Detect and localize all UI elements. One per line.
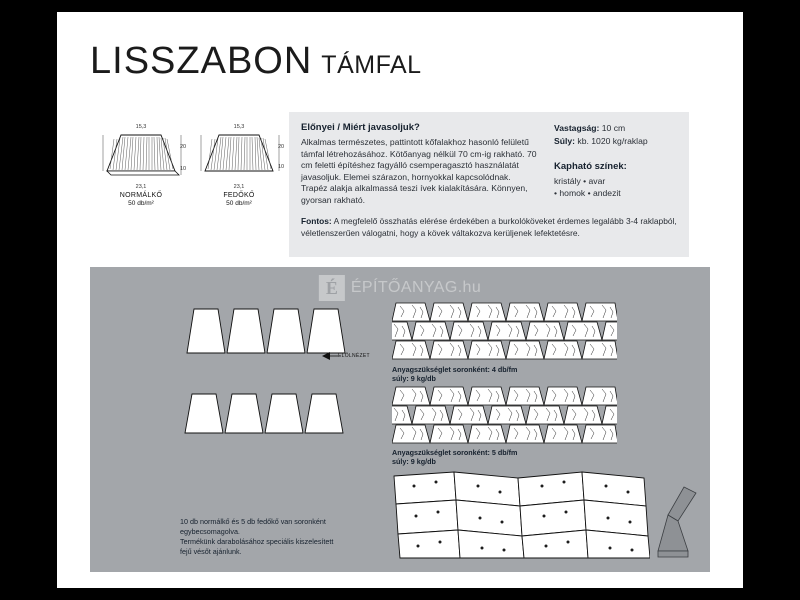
drawing-cover-stone	[193, 124, 285, 207]
document-sheet	[57, 12, 743, 588]
row2-material-line1: Anyagszükséglet soronként: 5 db/fm	[392, 448, 518, 457]
cover-caption: FEDŐKŐ	[223, 192, 255, 199]
packaging-note-line-2: egybecsomagolva.	[180, 527, 240, 536]
benefits-text: Alkalmas természetes, pattintott kőfalakhoz hasonló felületű támfal létrehozásához. Kötőanyag nélkül 70 cm-ig rakható. 70 cm feletti építéshez fagyálló csemperagasztó használatát javasoljuk. Elemei szárazon, hornyokkal kapcsolódnak. Trapéz alakja alkalmassá teszi ívek kialakítására. Könnyen, gyorsan rakható.	[301, 137, 537, 205]
packaging-note-line-1: 10 db normálkő és 5 db fedőkő van soronként	[180, 517, 326, 526]
cover-density: 50 db/m²	[226, 200, 252, 207]
normal-stone-figure	[95, 131, 187, 183]
cover-bottom-width: 23,1	[233, 184, 245, 190]
watermark-text: ÉPÍTŐANYAG.hu	[350, 279, 482, 296]
spec-weight-value: kb. 1020 kg/raklap	[577, 135, 648, 146]
packaging-note-line-4: fejű vésőt ajánlunk.	[180, 547, 242, 556]
colors-heading: Kapható színek:	[554, 161, 627, 172]
normal-depth-dim: 10	[180, 166, 187, 172]
normal-height-dim: 20	[180, 144, 187, 150]
cover-height-dim: 20	[278, 144, 285, 150]
important-label: Fontos:	[301, 216, 332, 226]
drawing-normal-stone	[95, 124, 187, 207]
row1-material-line1: Anyagszükséglet soronként: 4 db/fm	[392, 365, 518, 374]
spec-thickness-value: 10 cm	[601, 123, 626, 133]
info-box	[289, 112, 689, 257]
packaging-note-line-3: Termékünk darabolásához speciális kiszelesített	[180, 537, 334, 546]
page-title	[90, 40, 422, 83]
title-sub: TÁMFAL	[321, 51, 422, 79]
normal-bottom-width: 23,1	[135, 184, 147, 190]
benefits-block	[301, 122, 539, 207]
chisel-tool-icon	[654, 485, 709, 560]
row1-wall-figure	[392, 301, 617, 361]
colors-line-2: • homok • andezit	[554, 187, 621, 198]
row1-outline-figure	[180, 305, 370, 360]
specs-block	[554, 122, 682, 199]
spec-thickness-label: Vastagság:	[554, 123, 600, 133]
important-note	[301, 216, 679, 239]
perspective-wall-figure	[392, 470, 650, 560]
watermark	[319, 275, 481, 301]
row2-outline-figure	[180, 391, 370, 439]
normal-density: 50 db/m²	[128, 200, 154, 207]
spec-weight	[554, 135, 682, 148]
normal-caption: NORMÁLKŐ	[119, 192, 163, 199]
row1-material-line2: súly: 9 kg/db	[392, 374, 436, 383]
spec-weight-label: Súly:	[554, 135, 576, 146]
technical-drawings	[95, 124, 285, 239]
title-main: LISSZABON	[90, 40, 313, 82]
cover-depth-dim: 10	[278, 164, 285, 170]
cover-stone-figure	[193, 131, 285, 183]
watermark-badge-icon: É	[319, 275, 345, 301]
front-view-leader-icon	[322, 351, 338, 361]
front-view-label: ELŐLNÉZET	[338, 353, 370, 359]
row2-material-line2: súly: 9 kg/db	[392, 457, 436, 466]
cover-top-width: 15,3	[233, 124, 245, 130]
illustration-panel	[90, 267, 710, 572]
colors-line-1: kristály • avar	[554, 176, 606, 186]
important-text: A megfelelő összhatás elérése érdekében a burkolóköveket érdemes legalább 3-4 raklapból, véletlenszerűen válogatni, hogy a kövek váltakozva kerüljenek lefektetésre.	[301, 216, 677, 238]
spec-thickness	[554, 122, 682, 135]
row2-wall-figure	[392, 385, 617, 445]
benefits-heading: Előnyei / Miért javasoljuk?	[301, 122, 420, 133]
normal-top-width: 15,3	[135, 124, 147, 130]
